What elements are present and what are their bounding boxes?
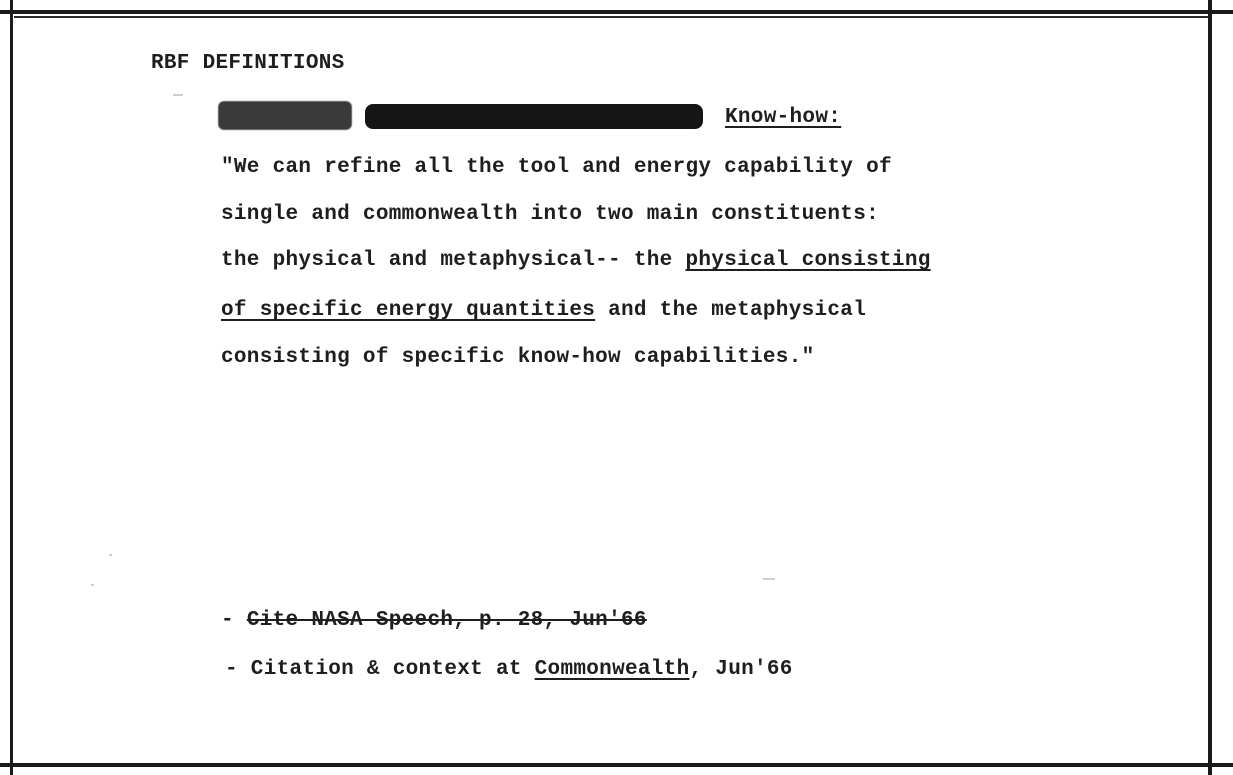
quote-text: the physical and metaphysical-- the: [221, 249, 686, 272]
scan-speck: [173, 94, 183, 96]
quote-line: consisting of specific know-how capabilities.": [221, 346, 815, 369]
quote-line: "We can refine all the tool and energy capability of: [221, 156, 892, 179]
frame-right-border: [1208, 0, 1212, 775]
quote-line: [221, 249, 931, 272]
quote-text: and the metaphysical: [595, 299, 867, 322]
citation-dash: -: [221, 609, 247, 632]
commonwealth-link[interactable]: Commonwealth: [534, 658, 690, 681]
citation-struck-text: Cite NASA Speech, p. 28, Jun'66: [246, 609, 647, 632]
quote-emphasis: of specific energy quantities: [221, 299, 596, 322]
citation-text: - Citation & context at: [225, 658, 535, 681]
scan-speck: [763, 578, 775, 580]
redaction-block: [219, 102, 351, 129]
definition-term: Know-how:: [725, 106, 842, 129]
document-heading: RBF DEFINITIONS: [151, 52, 345, 75]
quote-line: [221, 299, 866, 322]
quote-emphasis: physical consisting: [685, 249, 931, 272]
scan-speck: [109, 554, 112, 556]
citation-line: [225, 658, 793, 681]
citation-text: , Jun'66: [689, 658, 793, 681]
redaction-block: [365, 104, 703, 129]
frame-bottom-border: [0, 763, 1233, 767]
scan-speck: [91, 584, 94, 586]
citation-struck: [221, 609, 647, 632]
quote-line: single and commonwealth into two main constituents:: [221, 203, 880, 226]
definition-card: [13, 14, 1208, 763]
